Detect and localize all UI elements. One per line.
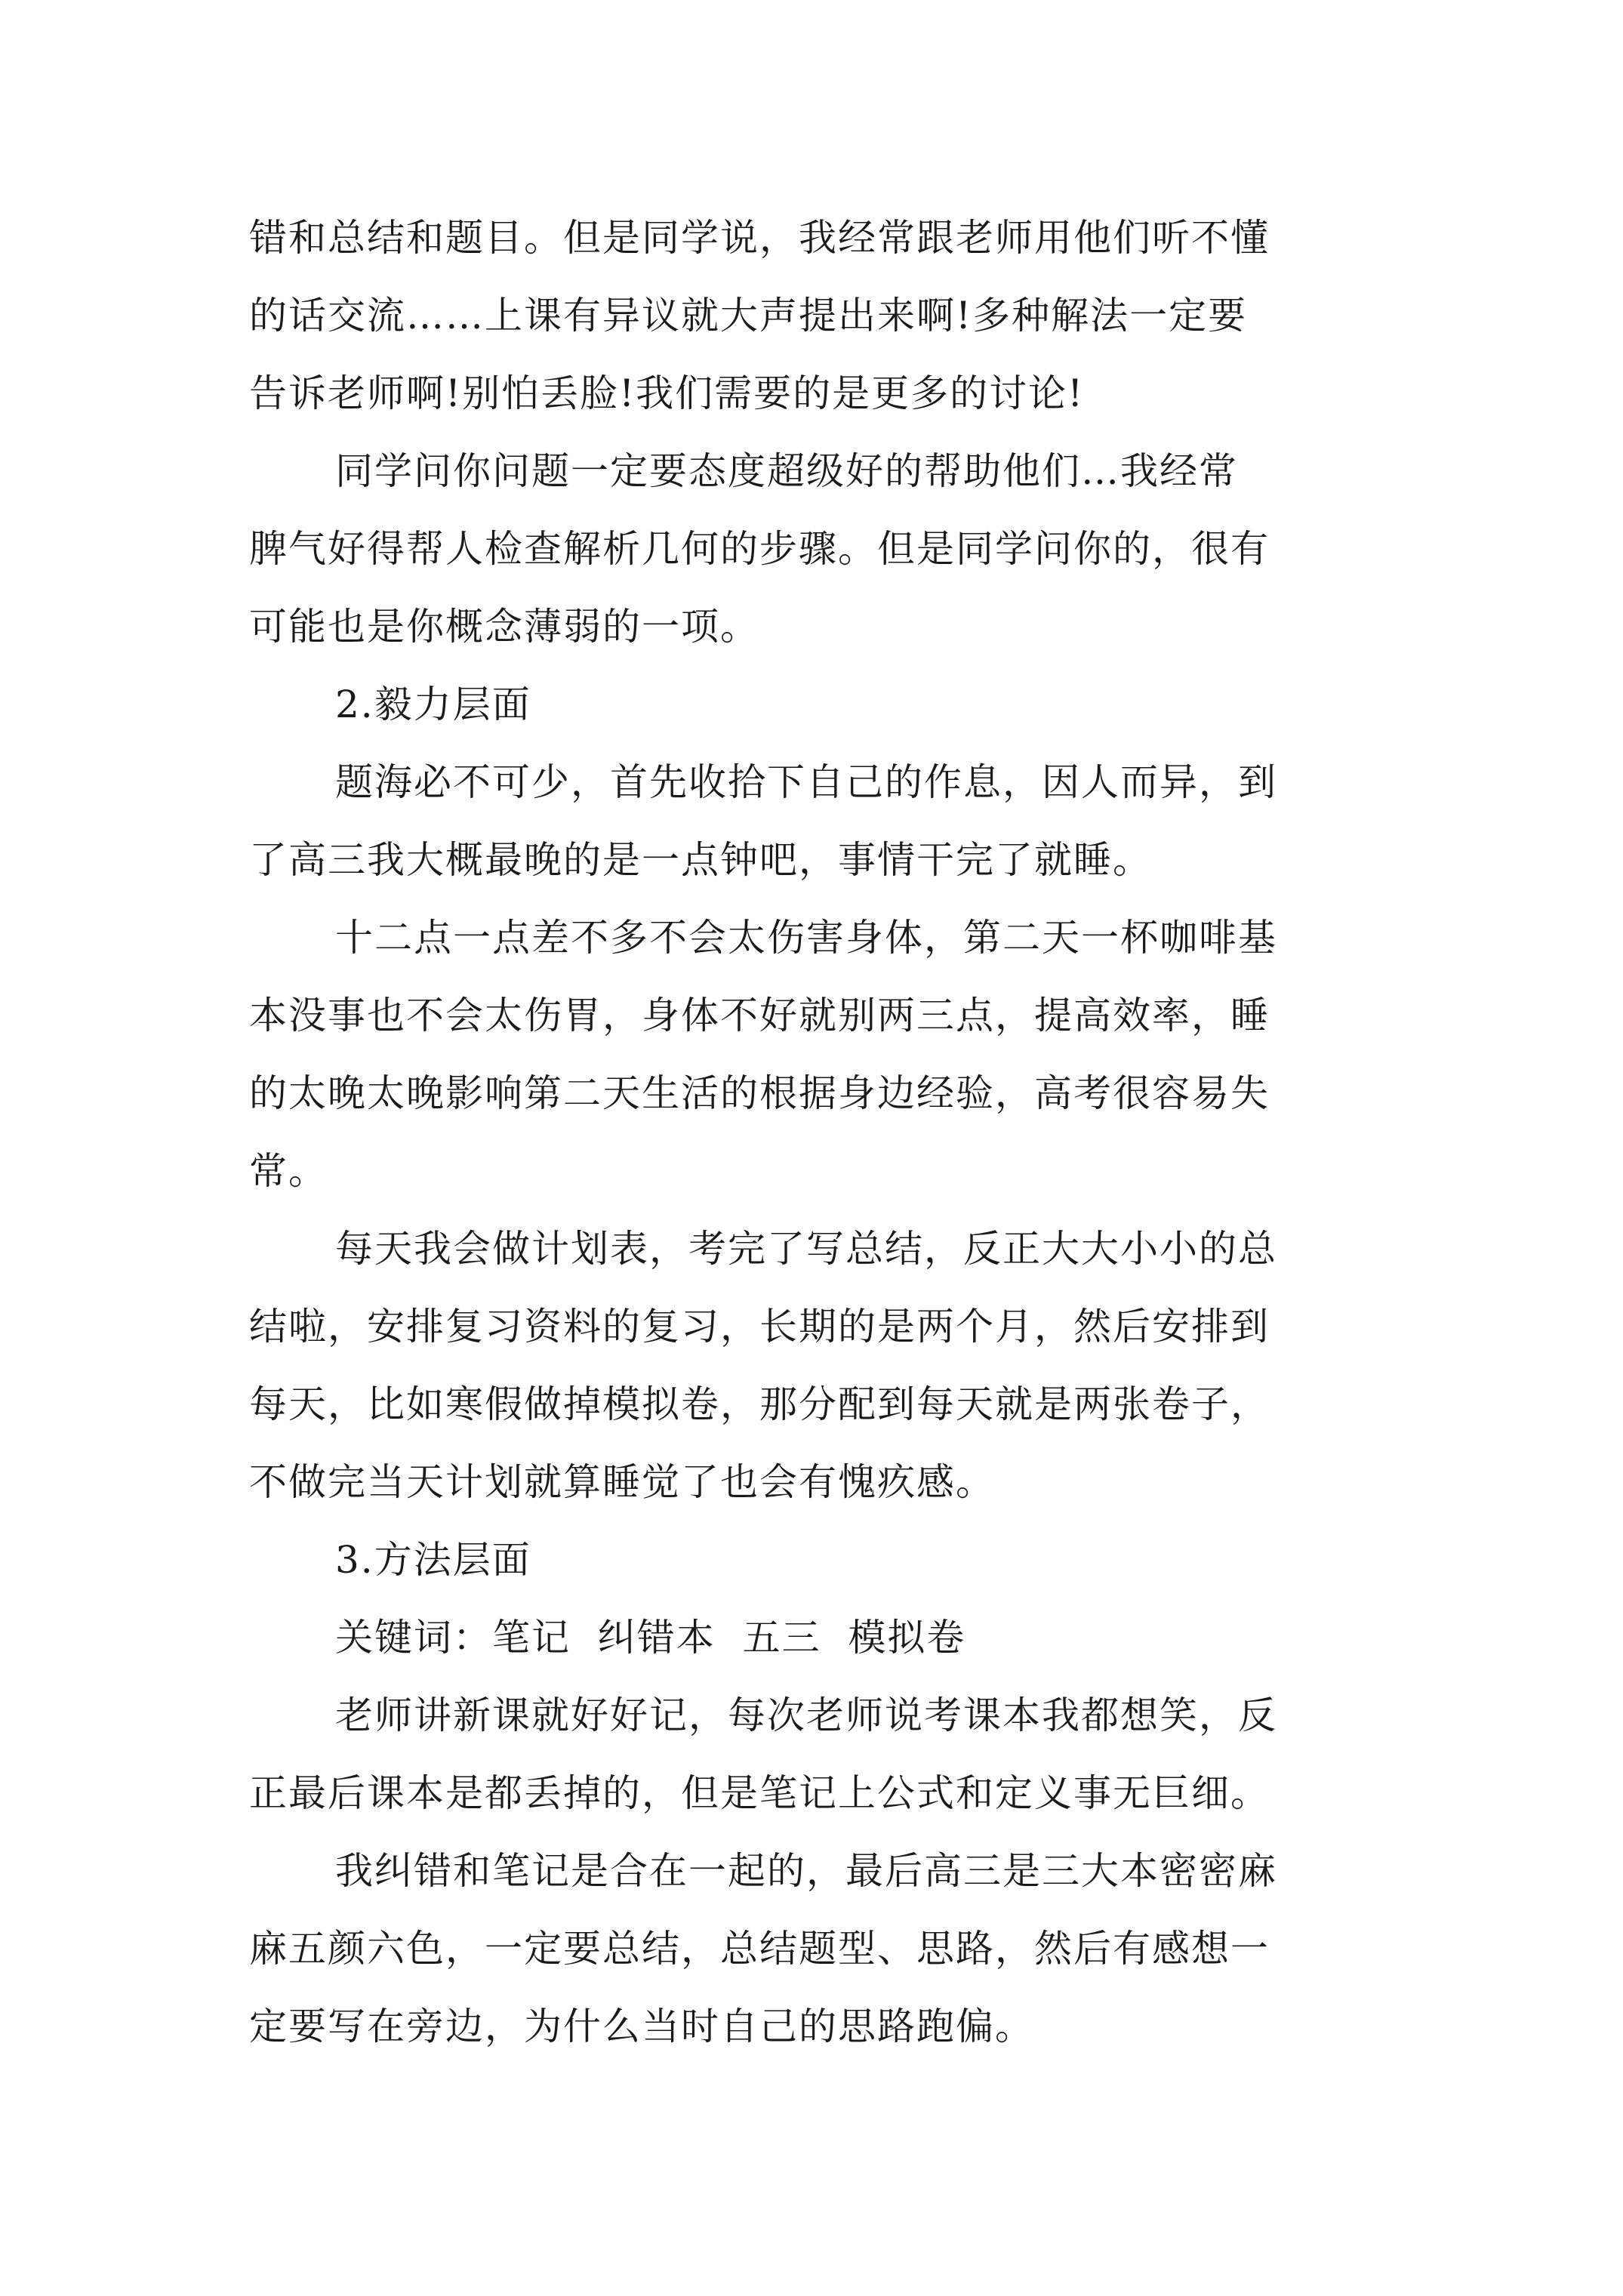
paragraph-first-line: 每天我会做计划表，考完了写总结，反正大大小小的总 [335,1227,1277,1271]
text-line: 定要写在旁边，为什么当时自己的思路跑偏。 [249,2005,1034,2048]
section-heading-method: 3.方法层面 [335,1538,531,1582]
text-line: 常。 [249,1149,328,1193]
paragraph-first-line: 我纠错和笔记是合在一起的，最后高三是三大本密密麻 [335,1849,1277,1893]
keywords-line: 关键词：笔记 纠错本 五三 模拟卷 [335,1616,966,1660]
text-line: 错和总结和题目。但是同学说，我经常跟老师用他们听不懂 [249,216,1270,260]
paragraph-first-line: 题海必不可少，首先收拾下自己的作息，因人而异，到 [335,760,1277,804]
text-line: 可能也是你概念薄弱的一项。 [249,605,759,649]
text-line: 每天，比如寒假做掉模拟卷，那分配到每天就是两张卷子， [249,1382,1270,1426]
text-line: 麻五颜六色，一定要总结，总结题型、思路，然后有感想一 [249,1927,1270,1971]
text-line: 不做完当天计划就算睡觉了也会有愧疚感。 [249,1460,995,1504]
paragraph-first-line: 老师讲新课就好好记，每次老师说考课本我都想笑，反 [335,1693,1277,1737]
text-line: 的太晚太晚影响第二天生活的根据身边经验，高考很容易失 [249,1071,1270,1115]
text-line: 结啦，安排复习资料的复习，长期的是两个月，然后安排到 [249,1305,1270,1348]
text-line: 正最后课本是都丢掉的，但是笔记上公式和定义事无巨细。 [249,1771,1270,1815]
paragraph-first-line: 十二点一点差不多不会太伤害身体，第二天一杯咖啡基 [335,916,1277,960]
text-line: 本没事也不会太伤胃，身体不好就别两三点，提高效率，睡 [249,994,1270,1037]
paragraph-first-line: 同学问你问题一定要态度超级好的帮助他们…我经常 [335,449,1238,493]
text-line: 脾气好得帮人检查解析几何的步骤。但是同学问你的，很有 [249,527,1270,571]
text-line: 的话交流……上课有异议就大声提出来啊!多种解法一定要 [249,294,1248,337]
text-line: 告诉老师啊!别怕丢脸!我们需要的是更多的讨论! [249,371,1085,415]
section-heading-perseverance: 2.毅力层面 [335,683,531,726]
text-line: 了高三我大概最晚的是一点钟吧，事情干完了就睡。 [249,838,1152,882]
